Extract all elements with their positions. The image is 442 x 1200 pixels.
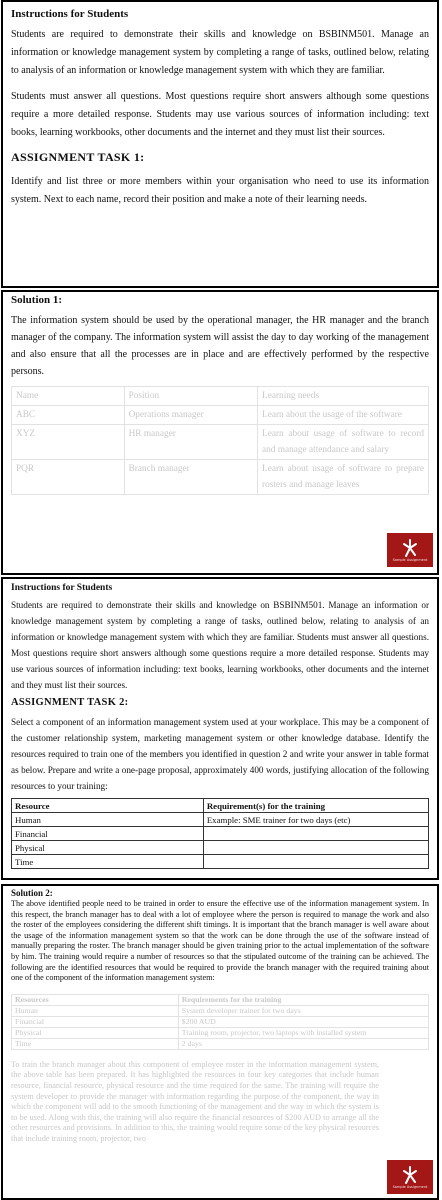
- cell-name: XYZ: [12, 425, 125, 460]
- task2-text: Select a component of an information management system used at your workplace. This may be a component of the customer relationship system, marketing management system or other knowledge database. Identify the resources required to train one of the members you identified in question 2 and write your answer in table format as below. Prepare and write a one-page proposal, approximately 400 words, justifying allocation of the following resources to your training:: [11, 717, 429, 791]
- instructions-heading: Instructions for Students: [11, 8, 129, 20]
- cell-requirement: 2 days: [178, 1038, 428, 1049]
- instructions-section-1: [1, 0, 439, 288]
- header-cell-requirements: Requirement(s) for the training: [203, 799, 428, 813]
- cell-resource: Human: [12, 813, 204, 827]
- solution1-table: [11, 386, 429, 495]
- cell-learning-needs: Learn about usage of software to record and manage attendance and salary: [258, 425, 429, 460]
- table-row: [12, 855, 429, 869]
- instructions-section-2: [1, 577, 439, 880]
- cell-requirement: $200 AUD: [178, 1016, 428, 1027]
- cell-resource: Time: [12, 1038, 179, 1049]
- table-row: [12, 1027, 429, 1038]
- table-row: [12, 1005, 429, 1016]
- logo-text: Sample Assignment: [392, 558, 428, 562]
- table-header-row: [12, 994, 429, 1005]
- task2-title: ASSIGNMENT TASK 2:: [11, 697, 129, 708]
- cell-resource: Physical: [12, 841, 204, 855]
- header-cell-requirements: Requirements for the training: [178, 994, 428, 1005]
- table-header-row: [12, 387, 429, 406]
- instructions-paragraph-1: Students are required to demonstrate their skills and knowledge on BSBINM501. Manage an information or knowledge management system by completing a range of tasks, outlined below, relating to analysis of an information or knowledge management system with which they are familiar.: [11, 29, 429, 76]
- table-row: [12, 827, 429, 841]
- sample-assignment-logo-icon: [399, 538, 421, 558]
- cell-resource: Time: [12, 855, 204, 869]
- instructions-paragraph-2: Students must answer all questions. Most questions require short answers although some questions require a more detailed response. Students may use various sources of information including: text books, learning workbooks, other documents and the internet and they must list their sources.: [11, 91, 429, 138]
- solution2-table: [11, 994, 429, 1050]
- table-row: [12, 1016, 429, 1027]
- logo-text: Sample Assignment: [392, 1185, 428, 1189]
- cell-requirement: [203, 841, 428, 855]
- solution2-text: The above identified people need to be trained in order to ensure the effective use of the information management system. In this respect, the branch manager has to deal with a lot of employee where the person is required to manage the work and also the roster of the employees considering the different shift timings. It is important that the branch manager is well aware about the usage of the information management system so that the work can be done through the use of the software instead of manually preparing the roster. The branch manager should be given training prior to the actual implementation of the software by him. The training would require a number of resources so that the stipulated outcome of the training can be achieved. The following are the identified resources that would be required to provide the branch manager with the required training about one of the component of the information management system:: [11, 899, 429, 983]
- cell-learning-needs: Learn about usage of software to prepare rosters and manage leaves: [258, 460, 429, 495]
- table-row: [12, 1038, 429, 1049]
- cell-position: Operations manager: [124, 406, 257, 425]
- table-row: [12, 460, 429, 495]
- table-row: [12, 813, 429, 827]
- instructions-heading-2: Instructions for Students: [11, 583, 113, 593]
- cell-learning-needs: Learn about the usage of the software: [258, 406, 429, 425]
- cell-resource: Human: [12, 1005, 179, 1016]
- solution-2-section: [1, 884, 439, 1200]
- header-cell-resource: Resource: [12, 799, 204, 813]
- sample-assignment-logo: [387, 1160, 433, 1194]
- task2-table: [11, 798, 429, 869]
- sample-assignment-logo-icon: [399, 1165, 421, 1185]
- cell-resource: Financial: [12, 1016, 179, 1027]
- cell-name: ABC: [12, 406, 125, 425]
- table-row: [12, 841, 429, 855]
- solution1-heading: Solution 1:: [11, 294, 63, 306]
- cell-resource: Physical: [12, 1027, 179, 1038]
- table-row: [12, 406, 429, 425]
- cell-requirement: [203, 855, 428, 869]
- cell-requirement: [203, 827, 428, 841]
- solution2-after-text: To train the branch manager about this component of employee roster in the information management system, the above table has been prepared. It has highlighted the resources in four key categories that include human resource, financial resource, physical resource and the time required for the same. The training will require the system developer to provide the manager with information regarding the purpose of the component, the way in which the component will add to the smooth functioning of the management and the way in which the system is to be used. Along with this, the training will also require the financial resources of $200 AUD to arrange all the other resources and provisions. In addition to this, the training would require some of the key physical resources that include training room, projector, two: [11, 1059, 379, 1143]
- table-row: [12, 425, 429, 460]
- instructions-paragraph-combined: Students are required to demonstrate their skills and knowledge on BSBINM501. Manage an information or knowledge management system by completing a range of tasks, outlined below, relating to analysis of an information or knowledge management system with which they are familiar. Students must answer all questions. Most questions require short answers although some questions require a more detailed response. Students may use various sources of information including: text books, learning workbooks, other documents and the internet and they must list their sources.: [11, 600, 429, 690]
- task1-text: Identify and list three or more members within your organisation who need to use its information system. Next to each name, record their position and make a note of their learning needs.: [11, 176, 429, 205]
- header-cell-learning-needs: Learning needs: [258, 387, 429, 406]
- cell-requirement: System developer trainer for two days: [178, 1005, 428, 1016]
- header-cell-name: Name: [12, 387, 125, 406]
- cell-requirement: Training room, projector, two laptops with installed system: [178, 1027, 428, 1038]
- table-header-row: [12, 799, 429, 813]
- cell-requirement: Example: SME trainer for two days (etc): [203, 813, 428, 827]
- cell-resource: Financial: [12, 827, 204, 841]
- task1-title: ASSIGNMENT TASK 1:: [11, 150, 145, 164]
- solution-1-section: [1, 290, 439, 575]
- header-cell-resources: Resources: [12, 994, 179, 1005]
- cell-position: HR manager: [124, 425, 257, 460]
- cell-position: Branch manager: [124, 460, 257, 495]
- solution1-text: The information system should be used by the operational manager, the HR manager and the branch manager of the company. The information system will assist the day to day working of the management and also ensure that all the processes are in place and are effectively performed by the respective persons.: [11, 315, 429, 377]
- solution2-heading: Solution 2:: [11, 888, 53, 898]
- sample-assignment-logo: [387, 533, 433, 567]
- header-cell-position: Position: [124, 387, 257, 406]
- cell-name: PQR: [12, 460, 125, 495]
